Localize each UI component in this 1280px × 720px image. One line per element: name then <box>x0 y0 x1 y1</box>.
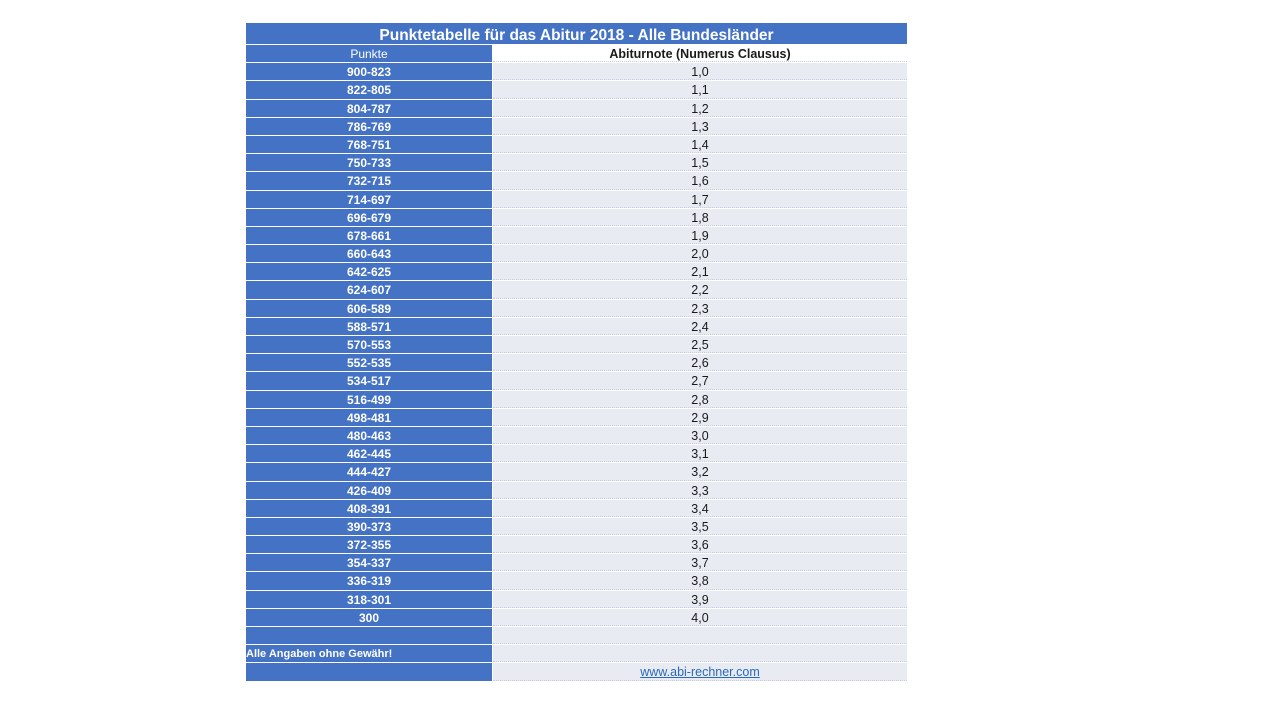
grade-cell: 3,9 <box>493 591 907 608</box>
table-row <box>246 172 907 190</box>
points-range-cell: 768-751 <box>246 136 493 153</box>
grade-cell: 4,0 <box>493 609 907 626</box>
empty-cell-left <box>246 627 493 644</box>
table-row <box>246 227 907 245</box>
grade-cell: 3,5 <box>493 518 907 535</box>
link-cell-right <box>493 663 907 680</box>
grade-cell: 3,6 <box>493 536 907 553</box>
grade-cell: 3,1 <box>493 445 907 462</box>
table-row <box>246 281 907 299</box>
table-row <box>246 191 907 209</box>
points-range-cell: 588-571 <box>246 318 493 335</box>
column-header-points: Punkte <box>246 45 493 62</box>
table-row <box>246 391 907 409</box>
column-header-grade: Abiturnote (Numerus Clausus) <box>493 45 907 62</box>
grade-cell: 1,9 <box>493 227 907 244</box>
table-row <box>246 354 907 372</box>
table-row <box>246 554 907 572</box>
table-row <box>246 63 907 81</box>
table-row <box>246 263 907 281</box>
table-row <box>246 609 907 627</box>
grade-cell: 1,5 <box>493 154 907 171</box>
table-row <box>246 500 907 518</box>
table-row-link <box>246 663 907 681</box>
link-cell-left <box>246 663 493 680</box>
table-body <box>246 63 907 627</box>
table-row <box>246 372 907 390</box>
grade-cell: 2,8 <box>493 391 907 408</box>
points-range-cell: 822-805 <box>246 81 493 98</box>
table-title: Punktetabelle für das Abitur 2018 - Alle Bundesländer <box>246 23 907 45</box>
points-range-cell: 624-607 <box>246 281 493 298</box>
table-row <box>246 245 907 263</box>
grade-cell: 1,1 <box>493 81 907 98</box>
website-link[interactable]: www.abi-rechner.com <box>640 665 760 680</box>
grade-cell: 3,0 <box>493 427 907 444</box>
points-range-cell: 804-787 <box>246 100 493 117</box>
table-header-row <box>246 45 907 63</box>
points-range-cell: 354-337 <box>246 554 493 571</box>
grade-cell: 1,6 <box>493 172 907 189</box>
table-row <box>246 81 907 99</box>
table-row <box>246 572 907 590</box>
points-range-cell: 552-535 <box>246 354 493 371</box>
table-row <box>246 209 907 227</box>
table-row <box>246 154 907 172</box>
grade-cell: 2,5 <box>493 336 907 353</box>
points-range-cell: 570-553 <box>246 336 493 353</box>
table-row <box>246 482 907 500</box>
table-row <box>246 118 907 136</box>
table-row <box>246 336 907 354</box>
points-range-cell: 714-697 <box>246 191 493 208</box>
points-range-cell: 444-427 <box>246 463 493 480</box>
grade-cell: 2,0 <box>493 245 907 262</box>
points-range-cell: 642-625 <box>246 263 493 280</box>
grade-cell: 2,9 <box>493 409 907 426</box>
points-range-cell: 426-409 <box>246 482 493 499</box>
table-row-empty <box>246 627 907 645</box>
grade-cell: 1,0 <box>493 63 907 80</box>
table-row <box>246 318 907 336</box>
grade-cell: 2,2 <box>493 281 907 298</box>
table-row <box>246 300 907 318</box>
table-row <box>246 536 907 554</box>
table-row-note <box>246 645 907 663</box>
points-range-cell: 498-481 <box>246 409 493 426</box>
grade-cell: 3,2 <box>493 463 907 480</box>
grade-cell: 3,8 <box>493 572 907 589</box>
points-range-cell: 696-679 <box>246 209 493 226</box>
grade-cell: 2,1 <box>493 263 907 280</box>
points-range-cell: 480-463 <box>246 427 493 444</box>
points-range-cell: 678-661 <box>246 227 493 244</box>
points-range-cell: 732-715 <box>246 172 493 189</box>
points-range-cell: 336-319 <box>246 572 493 589</box>
points-range-cell: 408-391 <box>246 500 493 517</box>
grade-cell: 1,3 <box>493 118 907 135</box>
points-table <box>246 23 907 682</box>
points-range-cell: 516-499 <box>246 391 493 408</box>
grade-cell: 1,4 <box>493 136 907 153</box>
grade-cell: 3,3 <box>493 482 907 499</box>
grade-cell: 2,7 <box>493 372 907 389</box>
grade-cell: 1,8 <box>493 209 907 226</box>
points-range-cell: 606-589 <box>246 300 493 317</box>
grade-cell: 2,3 <box>493 300 907 317</box>
grade-cell: 3,7 <box>493 554 907 571</box>
grade-cell: 3,4 <box>493 500 907 517</box>
note-cell-right <box>493 645 907 662</box>
points-range-cell: 900-823 <box>246 63 493 80</box>
table-row <box>246 518 907 536</box>
points-range-cell: 390-373 <box>246 518 493 535</box>
table-row <box>246 463 907 481</box>
table-row <box>246 591 907 609</box>
disclaimer-note: Alle Angaben ohne Gewähr! <box>246 645 493 662</box>
points-range-cell: 372-355 <box>246 536 493 553</box>
points-range-cell: 660-643 <box>246 245 493 262</box>
grade-cell: 1,7 <box>493 191 907 208</box>
grade-cell: 1,2 <box>493 100 907 117</box>
table-row <box>246 427 907 445</box>
table-row <box>246 100 907 118</box>
points-range-cell: 534-517 <box>246 372 493 389</box>
table-row <box>246 409 907 427</box>
table-row <box>246 445 907 463</box>
points-range-cell: 318-301 <box>246 591 493 608</box>
points-range-cell: 462-445 <box>246 445 493 462</box>
points-range-cell: 786-769 <box>246 118 493 135</box>
points-range-cell: 300 <box>246 609 493 626</box>
empty-cell-right <box>493 627 907 644</box>
points-range-cell: 750-733 <box>246 154 493 171</box>
table-row <box>246 136 907 154</box>
grade-cell: 2,4 <box>493 318 907 335</box>
grade-cell: 2,6 <box>493 354 907 371</box>
